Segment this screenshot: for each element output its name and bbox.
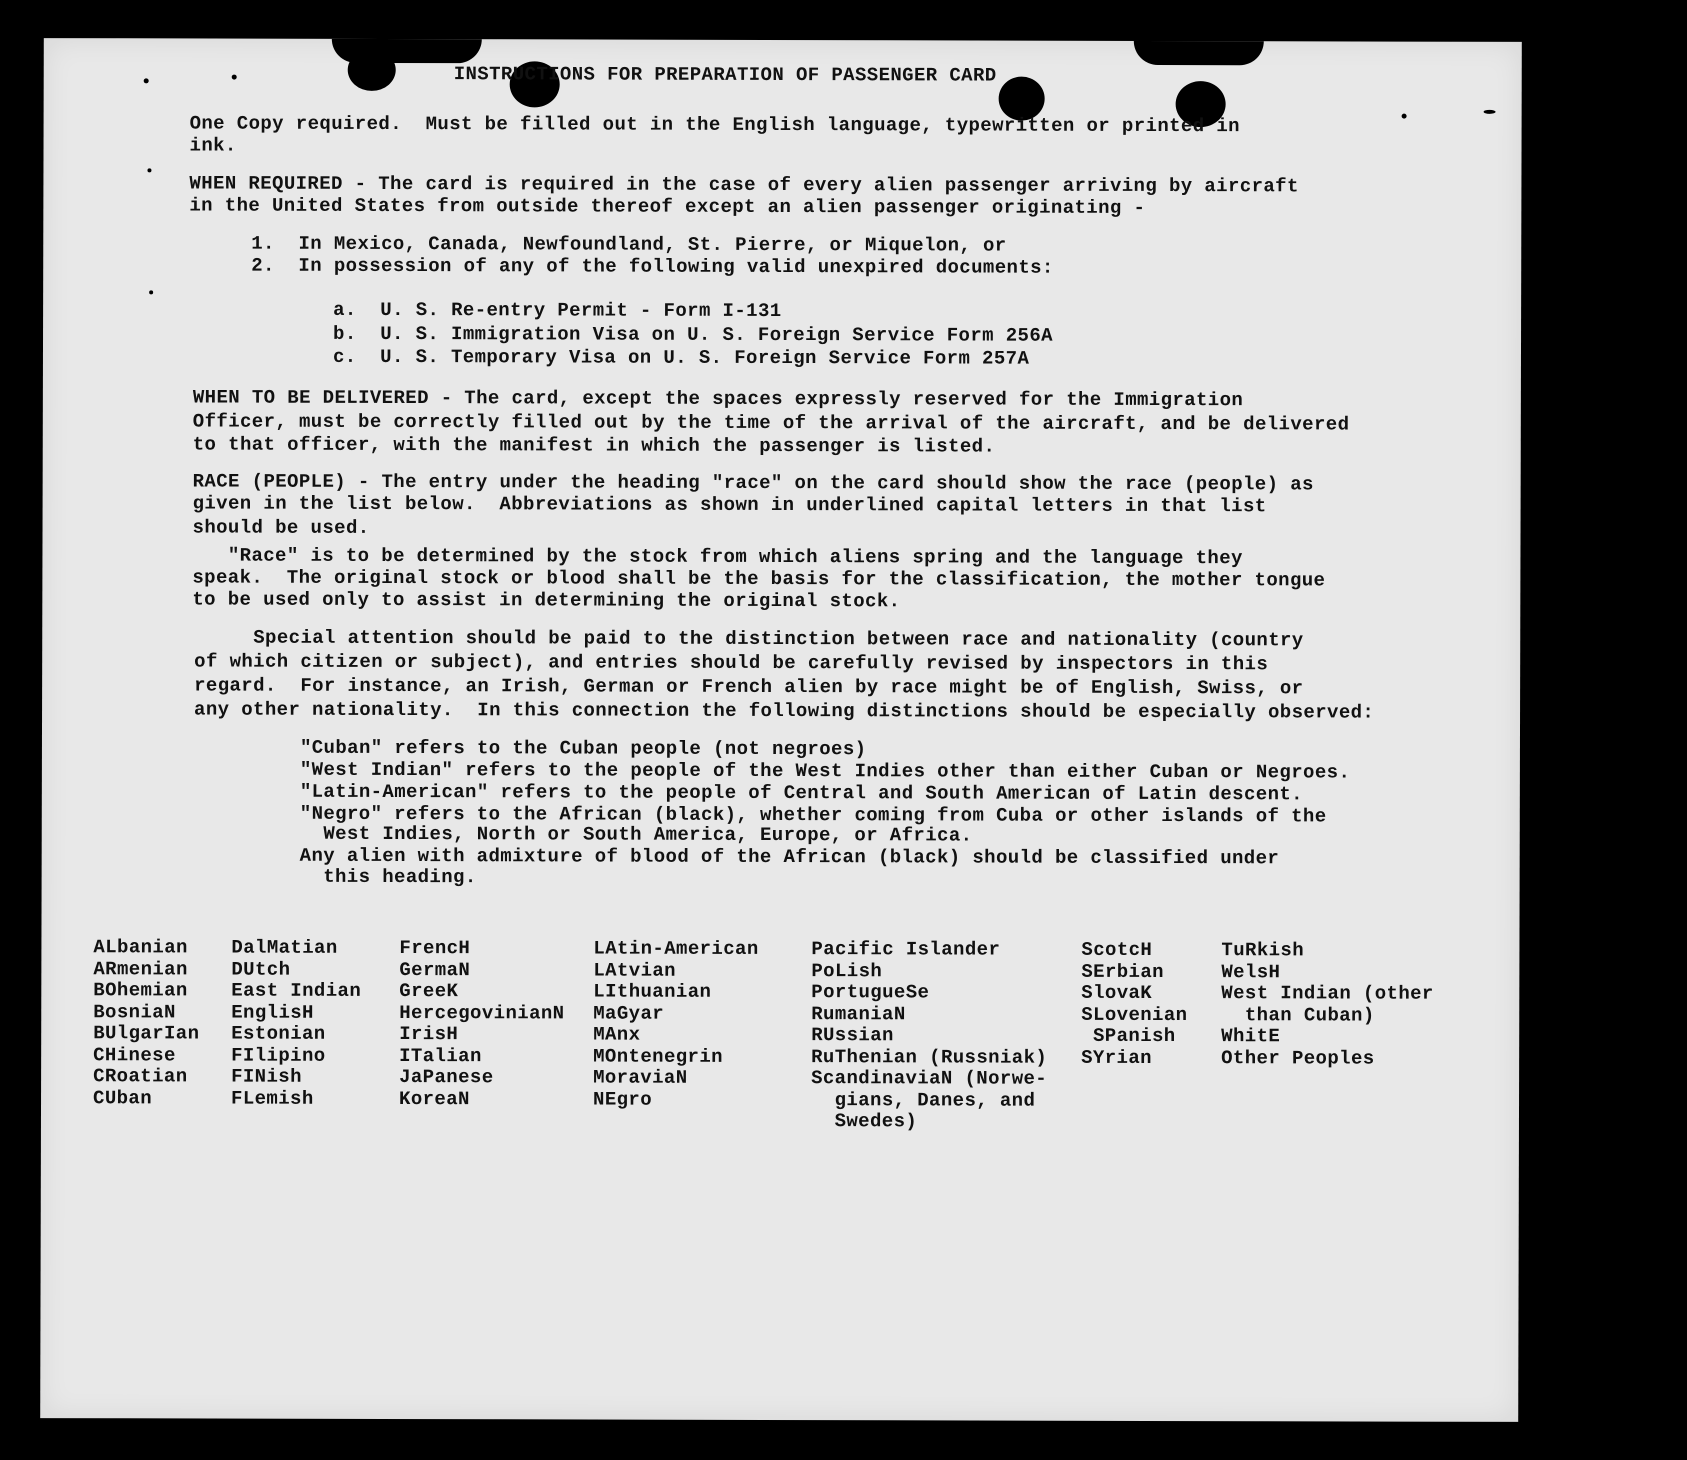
- people-entry: GermaN: [399, 958, 471, 981]
- intro-line: ink.: [189, 134, 237, 157]
- people-entry: SYrian: [1081, 1046, 1152, 1069]
- people-entry: BOhemian: [93, 979, 188, 1002]
- distinction-line: "Negro" refers to the African (black), whether coming from Cuba or other islands of the: [299, 802, 1327, 828]
- people-entry: RumaniaN: [811, 1002, 906, 1025]
- people-entry: DUtch: [231, 958, 291, 981]
- race-definition-line: "Race" is to be determined by the stock from which aliens spring and the language they: [192, 544, 1243, 570]
- distinction-line: "Cuban" refers to the Cuban people (not negroes): [299, 736, 867, 761]
- people-entry: Swedes): [810, 1110, 918, 1133]
- distinction-line: "Latin-American" refers to the people of Central and South American of Latin descent.: [299, 780, 1304, 806]
- people-entry: Estonian: [231, 1022, 326, 1045]
- numbered-item: 2. In possession of any of the following valid unexpired documents:: [251, 254, 1054, 279]
- intro-line: One Copy required. Must be filled out in the English language, typewritten or printed in: [189, 112, 1240, 138]
- people-entry: JaPanese: [399, 1066, 494, 1089]
- people-entry: FIlipino: [231, 1044, 326, 1067]
- people-entry: gians, Danes, and: [811, 1088, 1036, 1112]
- speck: [1402, 114, 1407, 119]
- race-line: should be used.: [192, 516, 370, 539]
- people-entry: RuThenian (Russniak): [811, 1045, 1048, 1069]
- special-attention-line: Special attention should be paid to the distinction between race and nationality (country: [194, 626, 1304, 652]
- lettered-item: a. U. S. Re-entry Permit - Form I-131: [333, 298, 782, 323]
- people-entry: CRoatian: [93, 1065, 188, 1088]
- people-entry: LAtvian: [593, 959, 677, 982]
- people-entry: PoLish: [811, 959, 883, 982]
- people-entry: MOntenegrin: [593, 1045, 724, 1068]
- people-entry: IrisH: [399, 1023, 459, 1046]
- numbered-item: 1. In Mexico, Canada, Newfoundland, St. Pierre, or Miquelon, or: [251, 232, 1007, 257]
- race-definition-line: speak. The original stock or blood shall be the basis for the classification, the mother tongue: [192, 566, 1326, 592]
- race-line: given in the list below. Abbreviations as shown in underlined capital letters in that list: [192, 492, 1267, 518]
- people-entry: MoraviaN: [593, 1066, 688, 1089]
- people-entry: SlovaK: [1081, 981, 1153, 1004]
- people-entry: WelsH: [1221, 960, 1281, 983]
- race-definition-line: to be used only to assist in determining the original stock.: [192, 588, 901, 613]
- people-entry: ScotcH: [1081, 938, 1153, 961]
- people-entry: EnglisH: [231, 1001, 314, 1024]
- when-delivered-line: WHEN TO BE DELIVERED - The card, except the spaces expressly reserved for the Immigration: [192, 386, 1244, 412]
- document-title: INSTRUCTIONS FOR PREPARATION OF PASSENGER CARD: [453, 63, 997, 87]
- speck: [1484, 110, 1496, 114]
- people-entry: LAtin-American: [593, 937, 759, 960]
- people-entry: ARmenian: [93, 957, 188, 980]
- lettered-item: c. U. S. Temporary Visa on U. S. Foreign Service Form 257A: [332, 345, 1030, 370]
- people-entry: Other Peoples: [1221, 1046, 1375, 1070]
- people-entry: DalMatian: [231, 936, 338, 959]
- people-entry: TuRkish: [1221, 939, 1305, 962]
- people-entry: West Indian (other: [1221, 982, 1434, 1005]
- people-entry: MaGyar: [593, 1002, 665, 1025]
- people-entry: FLemish: [231, 1087, 314, 1110]
- people-entry: ITalian: [399, 1044, 482, 1067]
- people-entry: ScandinaviaN (Norwe-: [811, 1067, 1048, 1090]
- people-entry: than Cuban): [1221, 1003, 1375, 1027]
- people-entry: FrencH: [399, 937, 471, 960]
- distinction-line: West Indies, North or South America, Europe, or Africa.: [299, 822, 973, 847]
- people-entry: SLovenian: [1081, 1003, 1188, 1026]
- people-entry: WhitE: [1221, 1025, 1281, 1048]
- speck: [149, 290, 153, 294]
- people-entry: RUssian: [811, 1024, 894, 1047]
- special-attention-line: of which citizen or subject), and entries should be carefully revised by inspectors in this: [194, 650, 1269, 676]
- distinction-line: this heading.: [299, 865, 477, 889]
- people-entry: Pacific Islander: [811, 938, 1001, 961]
- special-attention-line: any other nationality. In this connection the following distinctions should be especially observed:: [194, 698, 1375, 724]
- people-entry: FINish: [231, 1065, 302, 1088]
- people-entry: HercegovinianN: [399, 1001, 565, 1024]
- special-attention-line: regard. For instance, an Irish, German or French alien by race might be of English, Swiss, or: [194, 674, 1304, 700]
- punch-hole: [348, 49, 396, 91]
- people-entry: GreeK: [399, 980, 459, 1003]
- people-entry: MAnx: [593, 1023, 641, 1046]
- people-entry: ALbanian: [93, 936, 188, 959]
- when-delivered-line: Officer, must be correctly filled out by the time of the arrival of the aircraft, and be delivered: [192, 410, 1350, 436]
- people-entry: PortugueSe: [811, 981, 930, 1004]
- people-entry: NEgro: [593, 1088, 653, 1111]
- when-required-line: WHEN REQUIRED - The card is required in the case of every alien passenger arriving by aircraft: [189, 172, 1299, 198]
- people-entry: SErbian: [1081, 960, 1165, 983]
- document-page: [40, 38, 1522, 1422]
- people-entry: KoreaN: [399, 1087, 470, 1110]
- lettered-item: b. U. S. Immigration Visa on U. S. Foreign Service Form 256A: [333, 322, 1053, 347]
- torn-edge: [1134, 41, 1264, 65]
- when-delivered-line: to that officer, with the manifest in which the passenger is listed.: [192, 433, 996, 458]
- people-entry: CHinese: [93, 1043, 176, 1066]
- speck: [232, 75, 237, 80]
- people-entry: East Indian: [231, 979, 362, 1002]
- distinction-line: "West Indian" refers to the people of the West Indies other than either Cuban or Negroes.: [299, 758, 1351, 784]
- race-line: RACE (PEOPLE) - The entry under the heading "race" on the card should show the race (people) as: [192, 470, 1314, 496]
- people-entry: BUlgarIan: [93, 1022, 200, 1045]
- speck: [147, 168, 151, 172]
- people-entry: LIthuanian: [593, 980, 712, 1003]
- speck: [144, 78, 149, 83]
- distinction-line: Any alien with admixture of blood of the African (black) should be classified under: [299, 844, 1280, 870]
- people-entry: BosniaN: [93, 1000, 176, 1023]
- people-entry: SPanish: [1081, 1024, 1176, 1048]
- when-required-line: in the United States from outside thereof except an alien passenger originating -: [189, 194, 1146, 219]
- people-entry: CUban: [93, 1086, 153, 1109]
